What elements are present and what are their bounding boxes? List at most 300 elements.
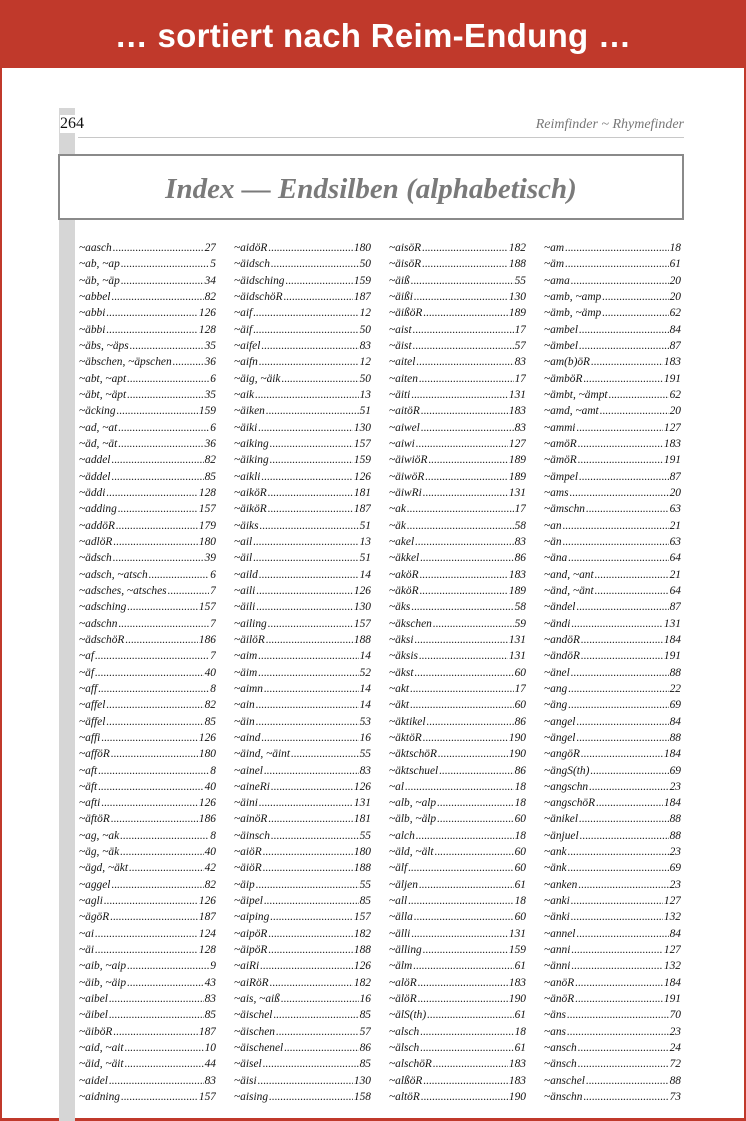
dot-leader	[579, 322, 669, 338]
entry-page-number: 61	[514, 1042, 526, 1055]
dot-leader	[261, 469, 352, 485]
index-entry	[389, 648, 526, 664]
dot-leader	[264, 893, 359, 909]
dot-leader	[173, 354, 204, 370]
entry-page-number: 188	[353, 862, 371, 875]
index-entry	[234, 583, 371, 599]
dot-leader	[111, 469, 203, 485]
index-entry	[234, 550, 371, 566]
entry-term: ~aif	[234, 307, 253, 320]
dot-leader	[410, 697, 514, 713]
index-entry	[234, 436, 371, 452]
entry-term: ~adsches, ~atsches	[79, 584, 167, 597]
dot-leader	[405, 779, 514, 795]
entry-page-number: 126	[353, 960, 371, 973]
entry-term: ~äb, ~äp	[79, 274, 120, 287]
index-entry	[544, 387, 681, 403]
dot-leader	[580, 828, 669, 844]
entry-term: ~aild	[234, 568, 258, 581]
index-entry	[234, 681, 371, 697]
index-entry	[234, 860, 371, 876]
entry-term: ~afti	[79, 797, 101, 810]
entry-term: ~amb, ~amp	[544, 290, 602, 303]
dot-leader	[568, 860, 669, 876]
entry-term: ~aiten	[389, 372, 418, 385]
index-entry	[544, 436, 681, 452]
entry-page-number: 159	[353, 274, 371, 287]
index-entry	[544, 746, 681, 762]
dot-leader	[571, 909, 663, 925]
index-entry	[234, 469, 371, 485]
index-entry	[234, 632, 371, 648]
entry-term: ~äksis	[389, 650, 418, 663]
dot-leader	[95, 926, 198, 942]
entry-page-number: 55	[514, 274, 526, 287]
index-title: Index — Endsilben (alphabetisch)	[165, 173, 577, 205]
dot-leader	[413, 322, 514, 338]
dot-leader	[565, 240, 669, 256]
entry-page-number: 60	[514, 846, 526, 859]
dot-leader	[591, 354, 663, 370]
index-entry	[234, 273, 371, 289]
dot-leader	[421, 420, 514, 436]
dot-leader	[95, 648, 209, 664]
entry-term: ~ängel	[544, 731, 576, 744]
dot-leader	[101, 730, 198, 746]
entry-page-number: 85	[359, 895, 371, 908]
index-entry	[234, 730, 371, 746]
entry-term: ~äid, ~äit	[79, 1058, 124, 1071]
entry-page-number: 157	[198, 1091, 216, 1104]
entry-page-number: 132	[663, 960, 681, 973]
dot-leader	[264, 681, 359, 697]
entry-page-number: 191	[663, 454, 681, 467]
index-entry	[79, 958, 216, 974]
entry-term: ~aidel	[79, 1074, 108, 1087]
entry-term: ~äig, ~äik	[234, 372, 281, 385]
page-number: 264	[60, 115, 88, 133]
entry-term: ~amd, ~amt	[544, 405, 599, 418]
index-entry	[544, 469, 681, 485]
dot-leader	[416, 354, 513, 370]
entry-page-number: 13	[359, 388, 371, 401]
dot-leader	[595, 567, 669, 583]
entry-page-number: 182	[353, 927, 371, 940]
entry-page-number: 50	[359, 323, 371, 336]
dot-leader	[437, 795, 513, 811]
dot-leader	[568, 844, 669, 860]
entry-term: ~äi	[79, 944, 95, 957]
dot-leader	[120, 844, 203, 860]
dot-leader	[579, 338, 669, 354]
dot-leader	[581, 746, 663, 762]
index-entry	[389, 958, 526, 974]
entry-term: ~agli	[79, 895, 103, 908]
index-entry	[234, 1089, 371, 1105]
index-entry	[234, 518, 371, 534]
dot-leader	[568, 697, 668, 713]
dot-leader	[419, 648, 508, 664]
dot-leader	[415, 534, 513, 550]
entry-term: ~aköR	[389, 568, 419, 581]
entry-term: ~äbt, ~äpt	[79, 388, 127, 401]
entry-term: ~aising	[234, 1091, 269, 1104]
entry-term: ~ämöR	[544, 454, 577, 467]
entry-page-number: 82	[204, 878, 216, 891]
index-entry	[234, 305, 371, 321]
dot-leader	[433, 616, 514, 632]
dot-leader	[130, 338, 204, 354]
index-entry	[79, 1040, 216, 1056]
index-entry	[79, 583, 216, 599]
index-entry	[79, 240, 216, 256]
entry-page-number: 127	[508, 437, 526, 450]
index-entry	[79, 289, 216, 305]
entry-page-number: 58	[514, 601, 526, 614]
index-entry	[234, 697, 371, 713]
index-entry	[389, 697, 526, 713]
dot-leader	[567, 1007, 669, 1023]
index-column-1	[79, 240, 216, 1105]
entry-term: ~äib, ~äip	[79, 976, 127, 989]
dot-leader	[423, 942, 508, 958]
index-entry	[234, 354, 371, 370]
entry-term: ~äim	[234, 666, 258, 679]
index-entry	[234, 1040, 371, 1056]
entry-term: ~änd, ~änt	[544, 584, 594, 597]
entry-page-number: 88	[669, 731, 681, 744]
dot-leader	[266, 632, 353, 648]
index-entry	[79, 795, 216, 811]
entry-term: ~äipöR	[234, 944, 268, 957]
dot-leader	[418, 975, 508, 991]
entry-page-number: 18	[669, 242, 681, 254]
entry-term: ~änikel	[544, 813, 578, 826]
index-entry	[389, 730, 526, 746]
dot-leader	[571, 665, 669, 681]
entry-page-number: 20	[669, 290, 681, 303]
index-entry	[544, 795, 681, 811]
index-entry	[544, 485, 681, 501]
dot-leader	[282, 371, 359, 387]
entry-term: ~äiköR	[234, 503, 267, 516]
entry-page-number: 131	[508, 633, 526, 646]
index-entry	[544, 697, 681, 713]
dot-leader	[411, 273, 514, 289]
index-entry	[389, 746, 526, 762]
index-entry	[79, 975, 216, 991]
dot-leader	[256, 877, 359, 893]
entry-term: ~ans	[544, 1025, 566, 1038]
entry-term: ~aiwel	[389, 421, 420, 434]
entry-term: ~aggel	[79, 878, 111, 891]
index-entry	[79, 452, 216, 468]
entry-page-number: 191	[663, 372, 681, 385]
index-entry	[544, 240, 681, 256]
index-entry	[389, 354, 526, 370]
entry-term: ~aiköR	[234, 486, 267, 499]
entry-term: ~än	[544, 535, 562, 548]
entry-term: ~änsch	[544, 1058, 577, 1071]
entry-page-number: 6	[210, 568, 216, 581]
dot-leader	[414, 909, 514, 925]
entry-page-number: 83	[514, 421, 526, 434]
index-entry	[544, 811, 681, 827]
entry-page-number: 84	[669, 715, 681, 728]
entry-term: ~ainöR	[234, 813, 268, 826]
entry-page-number: 159	[198, 405, 216, 418]
entry-term: ~äist	[389, 339, 412, 352]
index-entry	[389, 665, 526, 681]
index-entry	[79, 697, 216, 713]
entry-page-number: 12	[359, 356, 371, 369]
dot-leader	[575, 975, 663, 991]
index-entry	[389, 469, 526, 485]
entry-page-number: 7	[210, 584, 216, 597]
entry-term: ~äkkel	[389, 552, 420, 565]
dot-leader	[437, 811, 513, 827]
dot-leader	[271, 779, 353, 795]
index-entry	[234, 893, 371, 909]
entry-term: ~äktikel	[389, 715, 426, 728]
entry-term: ~aitöR	[389, 405, 420, 418]
entry-term: ~ai	[79, 927, 95, 940]
dot-leader	[408, 893, 513, 909]
index-entry	[79, 632, 216, 648]
dot-leader	[422, 256, 508, 272]
dot-leader	[578, 436, 663, 452]
index-entry	[234, 828, 371, 844]
entry-page-number: 128	[198, 323, 216, 336]
entry-page-number: 187	[198, 911, 216, 924]
entry-page-number: 86	[514, 764, 526, 777]
entry-term: ~äffel	[79, 715, 106, 728]
entry-term: ~alßöR	[389, 1074, 423, 1087]
dot-leader	[255, 387, 359, 403]
dot-leader	[127, 599, 198, 615]
index-entry	[79, 681, 216, 697]
index-entry	[79, 779, 216, 795]
entry-term: ~ämb, ~ämp	[544, 307, 602, 320]
dot-leader	[422, 240, 508, 256]
dot-leader	[109, 1073, 204, 1089]
entry-page-number: 58	[514, 519, 526, 532]
dot-leader	[261, 338, 358, 354]
index-entry	[544, 338, 681, 354]
entry-term: ~aidning	[79, 1091, 120, 1104]
entry-term: ~abt, ~apt	[79, 372, 127, 385]
index-entry	[79, 273, 216, 289]
entry-term: ~ang	[544, 682, 568, 695]
entry-page-number: 83	[359, 339, 371, 352]
dot-leader	[570, 485, 669, 501]
entry-term: ~ädsch	[79, 552, 112, 565]
entry-page-number: 42	[204, 862, 216, 875]
entry-term: ~äißöR	[389, 307, 423, 320]
entry-term: ~äipel	[234, 895, 263, 908]
index-entry	[544, 1089, 681, 1105]
index-entry	[79, 387, 216, 403]
index-entry	[389, 926, 526, 942]
dot-leader	[268, 240, 353, 256]
dot-leader	[565, 256, 669, 272]
entry-page-number: 18	[514, 829, 526, 842]
entry-term: ~äbs, ~äps	[79, 339, 129, 352]
entry-term: ~aiRöR	[234, 976, 269, 989]
index-entry	[544, 828, 681, 844]
entry-page-number: 69	[669, 764, 681, 777]
dot-leader	[268, 926, 353, 942]
frame-left-border	[0, 68, 2, 1121]
dot-leader	[263, 844, 353, 860]
entry-term: ~äili	[234, 601, 256, 614]
dot-leader	[271, 256, 359, 272]
index-entry	[544, 909, 681, 925]
index-entry	[544, 991, 681, 1007]
index-entry	[234, 975, 371, 991]
index-entry	[79, 1056, 216, 1072]
entry-page-number: 53	[359, 715, 371, 728]
entry-page-number: 131	[508, 650, 526, 663]
entry-term: ~äksi	[389, 633, 414, 646]
dot-leader	[256, 599, 353, 615]
entry-page-number: 12	[359, 307, 371, 320]
entry-page-number: 36	[204, 356, 216, 369]
index-entry	[389, 338, 526, 354]
entry-page-number: 36	[204, 437, 216, 450]
entry-term: ~angöR	[544, 748, 580, 761]
index-entry	[79, 616, 216, 632]
entry-page-number: 187	[353, 290, 371, 303]
entry-page-number: 191	[663, 650, 681, 663]
dot-leader	[120, 828, 209, 844]
entry-term: ~änki	[544, 911, 570, 924]
entry-page-number: 22	[669, 682, 681, 695]
index-entry	[544, 632, 681, 648]
entry-term: ~äk	[389, 519, 406, 532]
entry-page-number: 17	[514, 372, 526, 385]
entry-page-number: 88	[669, 829, 681, 842]
entry-term: ~älf	[389, 862, 408, 875]
index-entry	[79, 371, 216, 387]
entry-term: ~addöR	[79, 519, 115, 532]
index-entry	[389, 501, 526, 517]
dot-leader	[118, 501, 198, 517]
dot-leader	[111, 746, 198, 762]
entry-term: ~äft	[79, 780, 98, 793]
entry-term: ~ambel	[544, 323, 578, 336]
dot-leader	[98, 681, 209, 697]
index-entry	[234, 338, 371, 354]
entry-page-number: 182	[353, 976, 371, 989]
entry-page-number: 64	[669, 584, 681, 597]
entry-page-number: 180	[198, 748, 216, 761]
entry-term: ~äiöR	[234, 862, 262, 875]
entry-term: ~aikli	[234, 470, 261, 483]
dot-leader	[118, 436, 203, 452]
entry-term: ~anschel	[544, 1074, 585, 1087]
entry-term: ~äiking	[234, 454, 269, 467]
dot-leader	[423, 485, 508, 501]
entry-term: ~äif	[234, 323, 253, 336]
entry-term: ~aifel	[234, 339, 261, 352]
dot-leader	[111, 289, 203, 305]
entry-page-number: 61	[514, 960, 526, 973]
dot-leader	[285, 273, 352, 289]
entry-page-number: 72	[669, 1058, 681, 1071]
entry-term: ~annel	[544, 927, 576, 940]
index-entry	[544, 648, 681, 664]
entry-page-number: 62	[669, 307, 681, 320]
entry-page-number: 61	[514, 878, 526, 891]
dot-leader	[104, 893, 198, 909]
entry-page-number: 189	[508, 584, 526, 597]
dot-leader	[98, 779, 203, 795]
dot-leader	[418, 991, 508, 1007]
entry-term: ~aib, ~aip	[79, 960, 127, 973]
section-banner: … sortiert nach Reim-Endung …	[0, 0, 746, 68]
index-entry	[389, 289, 526, 305]
entry-page-number: 130	[353, 421, 371, 434]
dot-leader	[256, 697, 359, 713]
entry-term: ~ain	[234, 699, 255, 712]
index-entry	[389, 763, 526, 779]
dot-leader	[586, 501, 669, 517]
dot-leader	[609, 387, 669, 403]
entry-page-number: 126	[353, 584, 371, 597]
dot-leader	[600, 403, 669, 419]
entry-page-number: 18	[514, 1025, 526, 1038]
entry-page-number: 40	[204, 666, 216, 679]
dot-leader	[571, 616, 662, 632]
entry-term: ~äddi	[79, 486, 106, 499]
entry-page-number: 130	[508, 290, 526, 303]
page-gutter	[59, 108, 75, 1121]
dot-leader	[106, 305, 197, 321]
entry-term: ~ängS(th)	[544, 764, 590, 777]
entry-term: ~äini	[234, 797, 258, 810]
index-entry	[79, 436, 216, 452]
entry-term: ~äf	[79, 666, 95, 679]
index-entry	[234, 420, 371, 436]
entry-term: ~ail	[234, 535, 253, 548]
dot-leader	[111, 811, 198, 827]
entry-page-number: 7	[210, 617, 216, 630]
entry-term: ~angel	[544, 715, 576, 728]
dot-leader	[125, 1040, 204, 1056]
index-entry	[234, 289, 371, 305]
index-entry	[79, 567, 216, 583]
entry-page-number: 8	[210, 764, 216, 777]
running-head: Reimfinder ~ Rhymefinder	[535, 117, 684, 132]
entry-page-number: 69	[669, 862, 681, 875]
entry-term: ~alschöR	[389, 1058, 432, 1071]
index-entry	[389, 942, 526, 958]
entry-page-number: 188	[353, 633, 371, 646]
index-entry	[79, 714, 216, 730]
entry-page-number: 14	[359, 682, 371, 695]
entry-page-number: 18	[514, 797, 526, 810]
dot-leader	[113, 1024, 198, 1040]
index-entry	[234, 795, 371, 811]
entry-term: ~ama	[544, 274, 570, 287]
entry-page-number: 88	[669, 1074, 681, 1087]
dot-leader	[268, 616, 353, 632]
index-entry	[544, 860, 681, 876]
entry-term: ~ändi	[544, 617, 571, 630]
entry-page-number: 189	[508, 470, 526, 483]
index-entry	[544, 926, 681, 942]
